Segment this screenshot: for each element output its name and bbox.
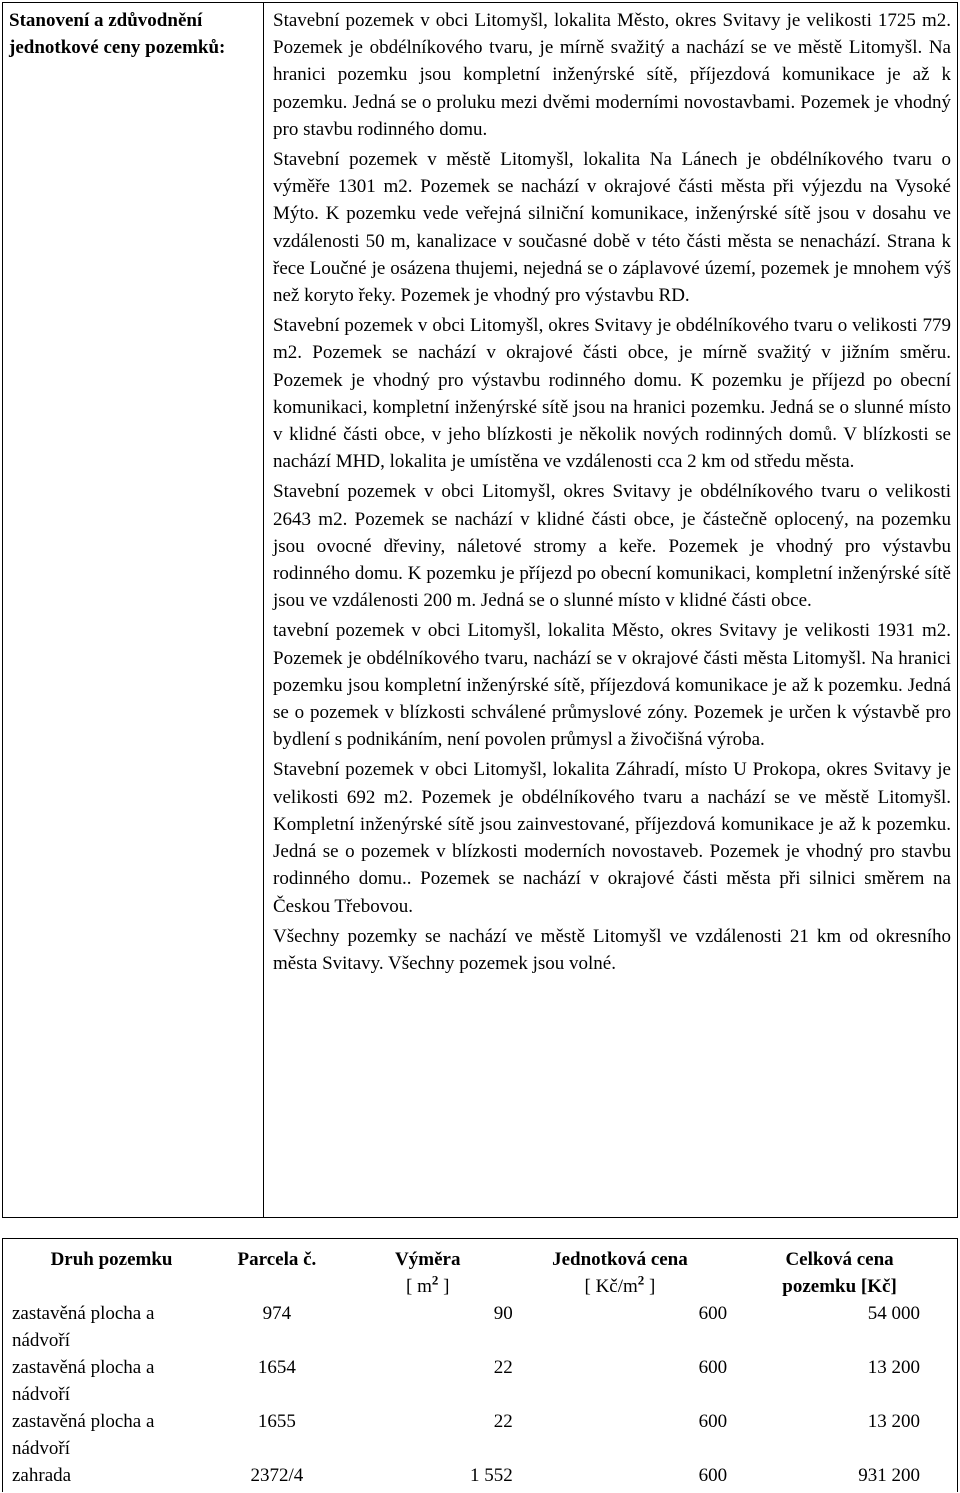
cell-jednotkova: 600 <box>698 1303 728 1324</box>
cell-celkova: 13 200 <box>867 1357 920 1378</box>
table-row <box>12 1462 952 1489</box>
table-row <box>12 1408 952 1462</box>
paragraph-2: Stavební pozemek v městě Litomyšl, lokalita Na Lánech je obdélníkového tvaru o výměře 1301 m2. Pozemek se nachází v okrajové části města při výjezdu na Vysoké Mýto. K pozemku vede veřejná silniční komunikace, inženýrské sítě jsou v dosahu ve vzdálenosti 50 m, kanalizace v současné době v této části města se nenachází. Strana k řece Loučné je osázena thujemi, nejedná se o záplavové území, pozemek je mnohem výš než koryto řeky. Pozemek je vhodný pro výstavbu RD. <box>273 149 951 307</box>
header-druh: Druh pozemku <box>50 1249 173 1270</box>
table-row <box>12 1354 952 1408</box>
paragraph-6: Stavební pozemek v obci Litomyšl, lokalita Záhradí, místo U Prokopa, okres Svitavy je velikosti 692 m2. Pozemek je obdélníkového tvaru a nachází se ve městě Litomyšl. Kompletní inženýrské sítě jsou zainvestované, příjezdová komunikace je až k pozemku. Jedná se o pozemek v blízkosti moderních novostaveb. Pozemek je vhodný pro stavbu rodinného domu.. Pozemek se nachází v okrajové části města při silnici směrem na Českou Třebovou. <box>273 759 951 917</box>
cell-jednotkova: 600 <box>698 1465 728 1486</box>
justification-section <box>2 2 958 1218</box>
cell-jednotkova: 600 <box>698 1357 728 1378</box>
cell-druh: zastavěná plocha a nádvoří <box>12 1411 155 1459</box>
price-table <box>12 1246 952 1489</box>
cell-vymera: 90 <box>493 1303 513 1324</box>
cell-vymera: 22 <box>493 1411 513 1432</box>
cell-celkova: 13 200 <box>867 1411 920 1432</box>
paragraph-5: tavební pozemek v obci Litomyšl, lokalita Město, okres Svitavy je velikosti 1931 m2. Pozemek je obdélníkového tvaru, nachází se v okrajové části města Litomyšl. Na hranici pozemku jsou kompletní inženýrské sítě, příjezdová komunikace je až k pozemku. Jedná se o pozemek v blízkosti schválené průmyslové zóny. Pozemek je určen k výstavbě pro bydlení s podnikáním, není povolen průmysl a živočišná výroba. <box>273 620 951 751</box>
paragraph-4: Stavební pozemek v obci Litomyšl, okres Svitavy je obdélníkového tvaru o velikosti 2643 m2. Pozemek se nachází v klidné části obce, je částečně oplocený, na pozemku jsou ovocné dřeviny, náletové stromy a keře. Pozemek je vhodný pro výstavbu rodinného domu. K pozemku je příjezd po obecní komunikaci, kompletní inženýrské sítě jsou ve vzdálenosti 200 m. Jedná se o slunné místo v klidné části obce. <box>273 481 951 612</box>
header-celkova-cena: Celková cena pozemku [Kč] <box>782 1249 897 1297</box>
table-header-row <box>12 1246 952 1300</box>
cell-vymera: 1 552 <box>470 1465 513 1486</box>
cell-parcela: 1655 <box>257 1411 296 1432</box>
section-label: Stanovení a zdůvodnění jednotkové ceny pozemků: <box>9 10 226 58</box>
cell-druh: zahrada <box>12 1465 72 1486</box>
paragraph-7: Všechny pozemky se nachází ve městě Litomyšl ve vzdálenosti 21 km od okresního města Svitavy. Všechny pozemek jsou volné. <box>273 925 951 974</box>
paragraph-3: Stavební pozemek v obci Litomyšl, okres Svitavy je obdélníkového tvaru o velikosti 779 m2. Pozemek se nachází v okrajové části obce, je mírně svažitý v jižním směru. Pozemek je vhodný pro výstavbu rodinného domu. K pozemku je příjezd po obecní komunikaci, kompletní inženýrské sítě jsou na hranici pozemku. Jedná se o slunné místo v klidné části obce, v jeho blízkosti je několik nových rodinných domů. V blízkosti se nachází MHD, lokalita je umístěna ve vzdálenosti cca 2 km od středu města. <box>273 315 951 473</box>
table-row <box>12 1300 952 1354</box>
header-parcela: Parcela č. <box>237 1249 317 1270</box>
header-vymera: Výměra [ $m^2$ ] <box>395 1249 461 1297</box>
header-jednotkova-cena: Jednotková cena [ $Kč/m^2$ ] <box>552 1249 688 1297</box>
cell-celkova: 54 000 <box>867 1303 920 1324</box>
cell-vymera: 22 <box>493 1357 513 1378</box>
section-content <box>273 7 951 980</box>
paragraph-1: Stavební pozemek v obci Litomyšl, lokalita Město, okres Svitavy je velikosti 1725 m2. Pozemek je obdélníkového tvaru, je mírně svažitý a nachází se ve městě Litomyšl. Na hranici pozemku jsou kompletní inženýrské sítě, příjezdová komunikace je až k pozemku. Jedná se o proluku mezi dvěmi moderními novostavbami. Pozemek je vhodný pro stavbu rodinného domu. <box>273 10 951 140</box>
price-table-section <box>2 1238 958 1492</box>
cell-celkova: 931 200 <box>858 1465 920 1486</box>
cell-druh: zastavěná plocha a nádvoří <box>12 1303 155 1351</box>
cell-parcela: 974 <box>262 1303 292 1324</box>
cell-jednotkova: 600 <box>698 1411 728 1432</box>
column-divider <box>263 3 264 1217</box>
cell-parcela: 1654 <box>257 1357 296 1378</box>
cell-parcela: 2372/4 <box>250 1465 304 1486</box>
cell-druh: zastavěná plocha a nádvoří <box>12 1357 155 1405</box>
